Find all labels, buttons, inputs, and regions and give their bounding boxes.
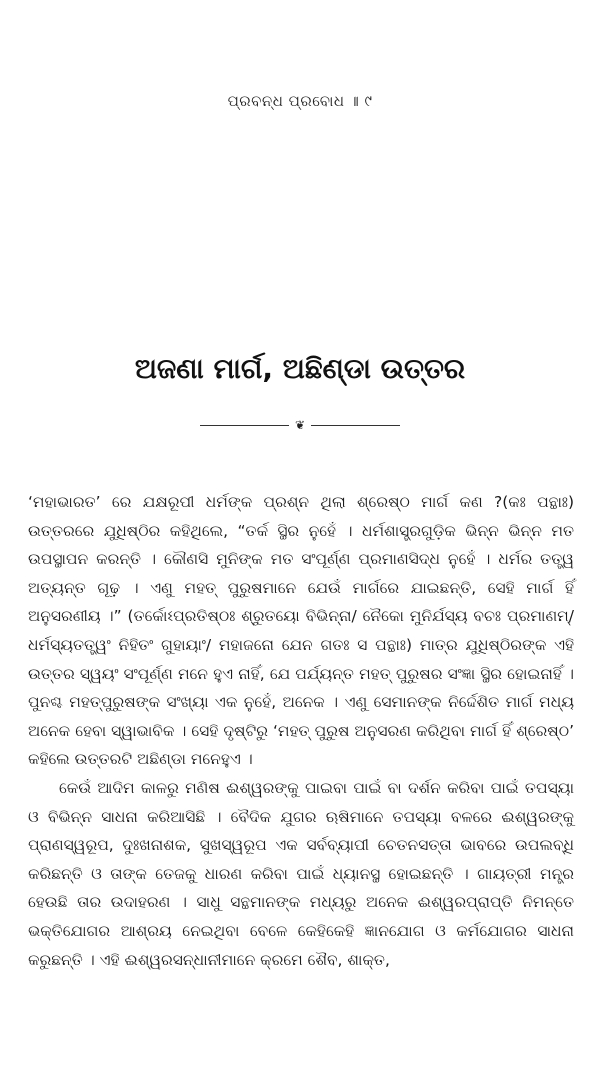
title-ornament xyxy=(200,418,400,432)
body-text xyxy=(28,488,574,974)
ornament-line-left xyxy=(200,425,289,426)
fleuron-icon: ❦ xyxy=(294,418,306,432)
running-header: ପ୍ରବନ୍ଧ ପ୍ରବୋଧ ॥ ୯ xyxy=(227,92,373,110)
ornament-line-right xyxy=(311,425,400,426)
chapter-title: ଅଜଣା ମାର୍ଗ, ଅଛିଣ୍ଡା ଉତ୍ତର xyxy=(134,352,466,385)
paragraph-2: କେଉଁ ଆଦିମ କାଳରୁ ମଣିଷ ଈଶ୍ୱରଙ୍କୁ ପାଇବା ପାଇଁ ବା ଦର୍ଶନ କରିବା ପାଇଁ ତପସ୍ୟା ଓ ବିଭିନ୍ନ ସାଧନା କରିଆସିଛି । ବୈଦିକ ଯୁଗର ଋଷିମାନେ ତପସ୍ୟା ବଳରେ ଈଶ୍ୱରଙ୍କୁ ପ୍ରାଣସ୍ୱରୂପ, ଦୁଃଖନାଶକ, ସୁଖସ୍ୱରୂପ ଏକ ସର୍ବବ୍ୟାପୀ ଚେତନସତ୍ତା ଭାବରେ ଉପଲବ୍ଧି କରିଛନ୍ତି ଓ ତାଙ୍କ ତେଜକୁ ଧାରଣ କରିବା ପାଇଁ ଧ୍ୟାନସ୍ଥ ହୋଇଛନ୍ତି । ଗାୟତ୍ରୀ ମନ୍ତ୍ର ହେଉଛି ତାର ଉଦାହରଣ । ସାଧୁ ସନ୍ଥମାନଙ୍କ ମଧ୍ୟରୁ ଅନେକ ଈଶ୍ୱରପ୍ରାପ୍ତି ନିମନ୍ତେ ଭକ୍ତିଯୋଗର ଆଶ୍ରୟ ନେଇଥିବା ବେଳେ କେହିକେହି ଜ୍ଞାନଯୋଗ ଓ କର୍ମଯୋଗର ସାଧନା କରୁଛନ୍ତି । ଏହି ଈଶ୍ୱରସନ୍ଧାନୀମାନେ କ୍ରମେ ଶୈବ, ଶାକ୍ତ, xyxy=(28,778,574,969)
paragraph-1: ‘ମହାଭାରତ’ ରେ ଯକ୍ଷରୂପୀ ଧର୍ମଙ୍କ ପ୍ରଶ୍ନ ଥିଲା ଶ୍ରେଷ୍ଠ ମାର୍ଗ କଣ ?(କଃ ପନ୍ଥାଃ) ଉତ୍ତରରେ ଯୁଧିଷ୍ଠିର କହିଥିଲେ, “ତର୍କ ସ୍ଥିର ନୁହେଁ । ଧର୍ମଶାସ୍ତ୍ରଗୁଡ଼ିକ ଭିନ୍ନ ଭିନ୍ନ ମତ ଉପସ୍ଥାପନ କରନ୍ତି । କୌଣସି ମୁନିଙ୍କ ମତ ସଂପୂର୍ଣ୍ଣ ପ୍ରମାଣସିଦ୍ଧ ନୁହେଁ । ଧର୍ମର ତତ୍ତ୍ୱ ଅତ୍ୟନ୍ତ ଗୂଢ଼ । ଏଣୁ ମହତ୍ ପୁରୁଷମାନେ ଯେଉଁ ମାର୍ଗରେ ଯାଇଛନ୍ତି, ସେହି ମାର୍ଗ ହିଁ ଅନୁସରଣୀୟ ।” (ତର୍କୋଽପ୍ରତିଷ୍ଠଃ ଶ୍ରୁତୟୋ ବିଭିନ୍ନା/ ନୈକୋ ମୁନିର୍ଯସ୍ୟ ବଚଃ ପ୍ରମାଣମ୍/ ଧର୍ମସ୍ୟତତ୍ତ୍ୱଂ ନିହିତଂ ଗୁହାୟାଂ/ ମହାଜନୋ ଯେନ ଗତଃ ସ ପନ୍ଥାଃ) ମାତ୍ର ଯୁଧିଷ୍ଠିରଙ୍କ ଏହି ଉତ୍ତର ସ୍ୱୟଂ ସଂପୂର୍ଣ୍ଣ ମନେ ହୁଏ ନାହିଁ, ଯେ ପର୍ଯ୍ୟନ୍ତ ମହତ୍ ପୁରୁଷର ସଂଜ୍ଞା ସ୍ଥିର ହୋଇନାହିଁ । ପୁନଶ୍ଚ ମହତ୍‌ପୁରୁଷଙ୍କ ସଂଖ୍ୟା ଏକ ନୁହେଁ, ଅନେକ । ଏଣୁ ସେମାନଙ୍କ ନିର୍ଦ୍ଦେଶିତ ମାର୍ଗ ମଧ୍ୟ ଅନେକ ହେବା ସ୍ୱାଭାବିକ । ସେହି ଦୃଷ୍ଟିରୁ ‘ମହତ୍ ପୁରୁଷ ଅନୁସରଣ କରିଥିବା ମାର୍ଗ ହିଁ ଶ୍ରେଷ୍ଠ’ କହିଲେ ଉତ୍ତରଟି ଅଛିଣ୍ଡା ମନେହୁଏ । xyxy=(28,493,574,769)
